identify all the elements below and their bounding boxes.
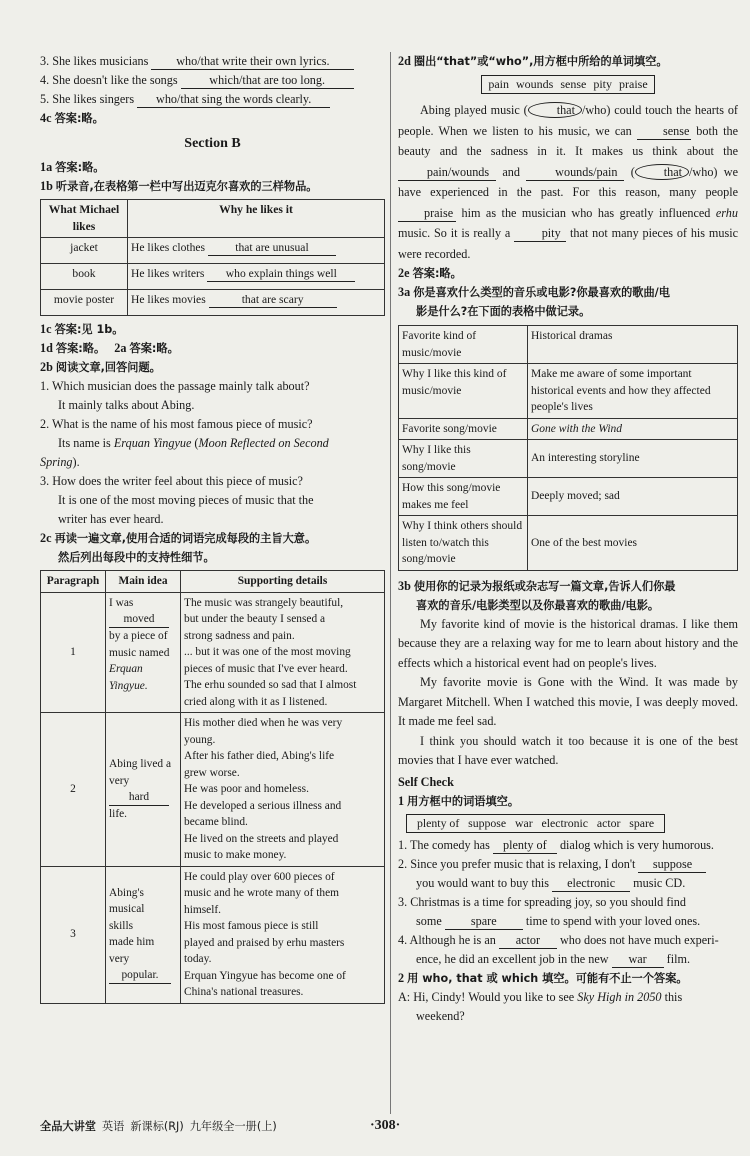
- passage-2d: Abing played music ( that /who) could touch the hearts of people. When we listen to his music, we can sense both the beauty and the sadness in it. It makes us think about the pain/wounds and wounds/pain ( that /who) we have experienced in the past. For this reason, many people praise him as the musician who has greatly influenced erhu music. So it is really a pity that not many pieces of his music were recorded.: [398, 103, 739, 261]
- table-header: Main idea: [106, 571, 181, 593]
- sc-item-cont: you would want to buy this electronic music CD.: [416, 875, 686, 890]
- answer-3: 3. She likes musicians who/that write their own lyrics.: [40, 52, 385, 71]
- instruction-3b: 3b 使用你的记录为报纸或杂志写一篇文章,告诉人们你最: [398, 578, 676, 593]
- essay-paragraph: My favorite movie is Gone with the Wind. It was made by Margaret Mitchell. When I watched this movie, I was deeply moved. It made me feel sad.: [398, 675, 738, 728]
- answer-cont: Spring).: [40, 455, 80, 469]
- table-3a: [398, 325, 738, 571]
- table-row: jacket He likes clothes that are unusual: [41, 238, 385, 264]
- table-row: Favorite song/movie Gone with the Wind: [399, 418, 738, 440]
- dialog-line: A: Hi, Cindy! Would you like to see Sky High in 2050 this: [398, 989, 683, 1004]
- table-row: How this song/movie makes me feel Deeply moved; sad: [399, 478, 738, 516]
- instruction-2c-cont: 然后列出每段中的支持性细节。: [58, 551, 215, 564]
- word-box: plenty of suppose war electronic actor spare: [406, 814, 738, 833]
- page-number: ·308·: [370, 1118, 401, 1133]
- table-header: What Michael likes: [41, 200, 128, 238]
- column-divider: [390, 52, 391, 1114]
- instruction-sc1: 1 用方框中的词语填空。: [398, 793, 520, 808]
- instruction-sc2: 2 用 who, that 或 which 填空。可能有不止一个答案。: [398, 970, 688, 985]
- instruction-2b: 2b 阅读文章,回答问题。: [40, 360, 161, 374]
- table-row: movie poster He likes movies that are scary: [41, 290, 385, 316]
- circled-word: that: [528, 102, 582, 118]
- answer: Its name is Erquan Yingyue (Moon Reflected on Second: [58, 436, 329, 450]
- table-row: 1 I was moved by a piece of music named Erquan Yingyue. The music was strangely beautiful, but under the beauty I sensed a strong sadness and pain. ... but it was one of the most moving pieces of music that I've ever heard. The erhu sounded so sad that I almost cried along with it as I listened.: [41, 592, 385, 713]
- answer-blank: who/that sing the words clearly.: [137, 92, 330, 108]
- answer-1d-2a: 1d 答案:略。 2a 答案:略。: [40, 341, 179, 355]
- circled-word: that: [635, 164, 689, 180]
- subject: 英语: [101, 1120, 125, 1133]
- question: 3. How does the writer feel about this piece of music?: [40, 474, 303, 488]
- sc-item-cont: ence, he did an excellent job in the new war film.: [416, 951, 691, 966]
- table-row: book He likes writers who explain things well: [41, 264, 385, 290]
- answer: It mainly talks about Abing.: [58, 398, 195, 412]
- essay: [398, 615, 738, 771]
- answer-blank: which/that are too long.: [181, 73, 354, 89]
- table-row: Favorite kind of music/movie Historical dramas: [399, 326, 738, 364]
- dialog-line-cont: weekend?: [416, 1008, 465, 1023]
- answer-2e: 2e 答案:略。: [398, 266, 462, 280]
- question: 1. Which musician does the passage mainly talk about?: [40, 379, 310, 393]
- answer-1a: 1a 答案:略。: [40, 160, 105, 174]
- word-box: pain wounds sense pity praise: [398, 75, 738, 94]
- answer: It is one of the most moving pieces of music that the: [58, 493, 314, 507]
- answer-4: 4. She doesn't like the songs which/that are too long.: [40, 71, 385, 90]
- sc-item: 3. Christmas is a time for spreading joy, so you should find: [398, 894, 686, 909]
- table-1b: [40, 199, 385, 316]
- self-check-title: Self Check: [398, 774, 454, 789]
- page-footer: [40, 1118, 740, 1134]
- table-row: Why I think others should listen to/watch this song/movie One of the best movies: [399, 516, 738, 571]
- table-row: Why I like this kind of music/movie Make me aware of some important historical events and how they affected people's lives: [399, 364, 738, 419]
- table-row: 3 Abing's musical skills made him very popular. He could play over 600 pieces of music and he wrote many of them himself. His most famous piece is still played and praised by erhu masters today. Erquan Yingyue has become one of China's national treasures.: [41, 866, 385, 1003]
- section-title: Section B: [184, 136, 241, 151]
- answer-cont: writer has ever heard.: [58, 512, 164, 526]
- sc-item: 1. The comedy has plenty of dialog which is very humorous.: [398, 837, 714, 852]
- table-header: Supporting details: [181, 571, 385, 593]
- instruction-2d: 2d 圈出“that”或“who”,用方框中所给的单词填空。: [398, 54, 668, 68]
- table-2c: [40, 570, 385, 1004]
- answer-1c: 1c 答案:见 1b。: [40, 322, 124, 336]
- essay-paragraph: My favorite kind of movie is the historical dramas. I like them because they are a relaxing way for me to learn about history and the effects which a historical event had on people's lives.: [398, 616, 738, 670]
- grade: 九年级全一册(上): [189, 1120, 277, 1133]
- brand: 全品大讲堂: [40, 1120, 96, 1133]
- question: 2. What is the name of his most famous piece of music?: [40, 417, 313, 431]
- right-column: [398, 52, 738, 1026]
- sc-item-cont: some spare time to spend with your loved ones.: [416, 913, 701, 928]
- sc-item: 4. Although he is an actor who does not have much experi-: [398, 932, 719, 947]
- instruction-1b: 1b 听录音,在表格第一栏中写出迈克尔喜欢的三样物品。: [40, 179, 318, 193]
- instruction-3a-cont: 影是什么?在下面的表格中做记录。: [416, 305, 591, 318]
- answer-5: 5. She likes singers who/that sing the words clearly.: [40, 90, 385, 109]
- left-column: [40, 52, 385, 1004]
- instruction-3a: 3a 你是喜欢什么类型的音乐或电影?你最喜欢的歌曲/电: [398, 285, 670, 299]
- sc-item: 2. Since you prefer music that is relaxing, I don't suppose: [398, 855, 738, 874]
- edition: 新课标(RJ): [130, 1120, 184, 1133]
- table-header: Why he likes it: [128, 200, 385, 238]
- answer-4c: 4c 答案:略。: [40, 111, 104, 125]
- essay-paragraph: I think you should watch it too because it is one of the best movies that I have ever watched.: [398, 733, 738, 767]
- instruction-2c: 2c 再读一遍文章,使用合适的词语完成每段的主旨大意。: [40, 531, 317, 545]
- table-header: Paragraph: [41, 571, 106, 593]
- table-row: 2 Abing lived a very hard life. His mother died when he was very young. After his father died, Abing's life grew worse. He was poor and homeless. He developed a serious illness and became blind. He lived on the streets and played music to make money.: [41, 713, 385, 867]
- instruction-3b-cont: 喜欢的音乐/电影类型以及你最喜欢的歌曲/电影。: [416, 598, 660, 612]
- table-row: Why I like this song/movie An interesting storyline: [399, 440, 738, 478]
- answer-blank: who/that write their own lyrics.: [151, 54, 354, 70]
